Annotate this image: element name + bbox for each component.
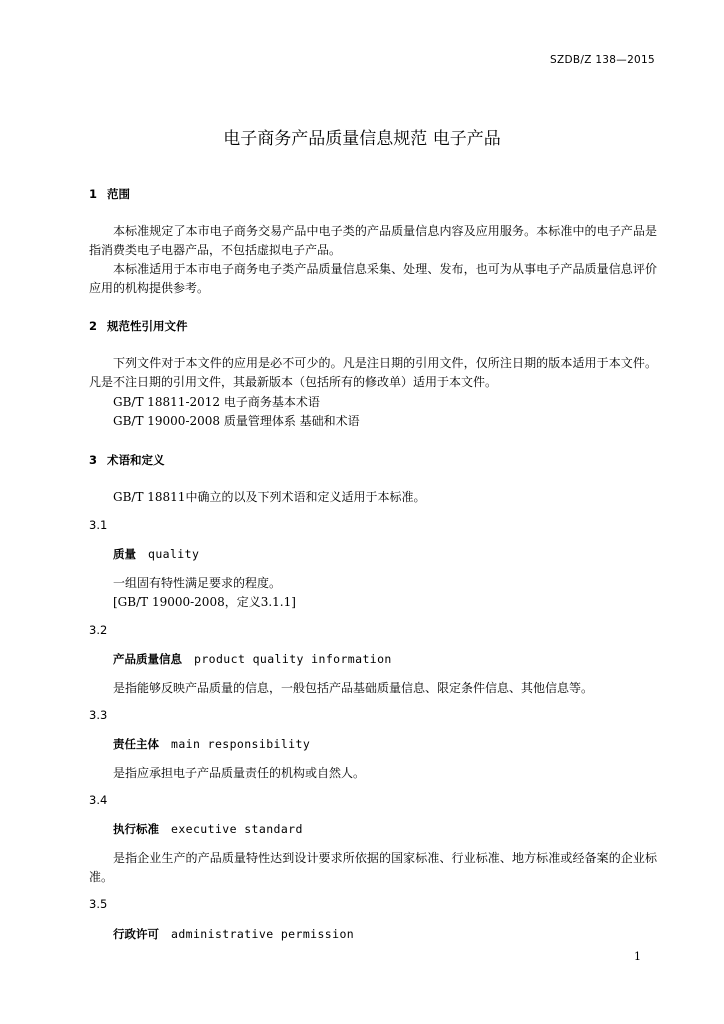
- term-number: 3.2: [89, 623, 108, 637]
- term-number: 3.3: [89, 708, 108, 722]
- normative-reference: GB/T 18811-2012 电子商务基本术语: [113, 395, 320, 409]
- term-en: quality: [148, 547, 200, 561]
- section-number: 3: [89, 453, 98, 467]
- term-definition: 是指应承担电子产品质量责任的机构或自然人。: [113, 766, 366, 780]
- section-2-paragraph: 下列文件对于本文件的应用是必不可少的。凡是注日期的引用文件，仅所注日期的版本适用于本文件。凡是不注日期的引用文件，其最新版本（包括所有的修改单）适用于本文件。: [89, 356, 657, 389]
- term-en: administrative permission: [171, 927, 355, 941]
- term-definition: 一组固有特性满足要求的程度。: [113, 576, 282, 590]
- section-title: 规范性引用文件: [107, 319, 188, 333]
- section-number: 1: [89, 187, 98, 201]
- section-title: 术语和定义: [107, 453, 165, 467]
- term-heading: [113, 651, 392, 667]
- normative-reference: GB/T 19000-2008 质量管理体系 基础和术语: [113, 414, 360, 428]
- page-number: 1: [634, 950, 641, 963]
- term-en: executive standard: [171, 822, 303, 836]
- term-definition: 是指企业生产的产品质量特性达到设计要求所依据的国家标准、行业标准、地方标准或经备案的企业标准。: [89, 851, 657, 884]
- term-zh: 质量: [113, 547, 136, 561]
- term-number: 3.5: [89, 897, 108, 911]
- term-heading: [113, 736, 310, 752]
- term-heading: [113, 821, 303, 837]
- term-number: 3.4: [89, 793, 108, 807]
- section-1-paragraph-2: 本标准适用于本市电子商务电子类产品质量信息采集、处理、发布，也可为从事电子产品质量信息评价应用的机构提供参考。: [89, 262, 657, 295]
- term-en: product quality information: [194, 652, 392, 666]
- term-number: 3.1: [89, 518, 108, 532]
- section-1-heading: [89, 186, 130, 202]
- term-zh: 产品质量信息: [113, 652, 182, 666]
- term-en: main responsibility: [171, 737, 311, 751]
- section-title: 范围: [107, 187, 130, 201]
- term-zh: 行政许可: [113, 927, 159, 941]
- standard-number: SZDB/Z 138—2015: [550, 54, 655, 66]
- term-heading: [113, 926, 354, 942]
- section-1-paragraph-1: 本标准规定了本市电子商务交易产品中电子类的产品质量信息内容及应用服务。本标准中的电子产品是指消费类电子电器产品，不包括虚拟电子产品。: [89, 224, 657, 257]
- section-3-intro: GB/T 18811中确立的以及下列术语和定义适用于本标准。: [113, 490, 426, 504]
- term-zh: 执行标准: [113, 822, 159, 836]
- term-zh: 责任主体: [113, 737, 159, 751]
- section-number: 2: [89, 319, 98, 333]
- section-2-heading: [89, 318, 188, 334]
- term-heading: [113, 546, 199, 562]
- section-3-heading: [89, 452, 165, 468]
- document-title: 电子商务产品质量信息规范 电子产品: [223, 129, 501, 149]
- term-source: [GB/T 19000-2008，定义3.1.1]: [113, 595, 296, 609]
- term-definition: 是指能够反映产品质量的信息，一般包括产品基础质量信息、限定条件信息、其他信息等。: [113, 681, 594, 695]
